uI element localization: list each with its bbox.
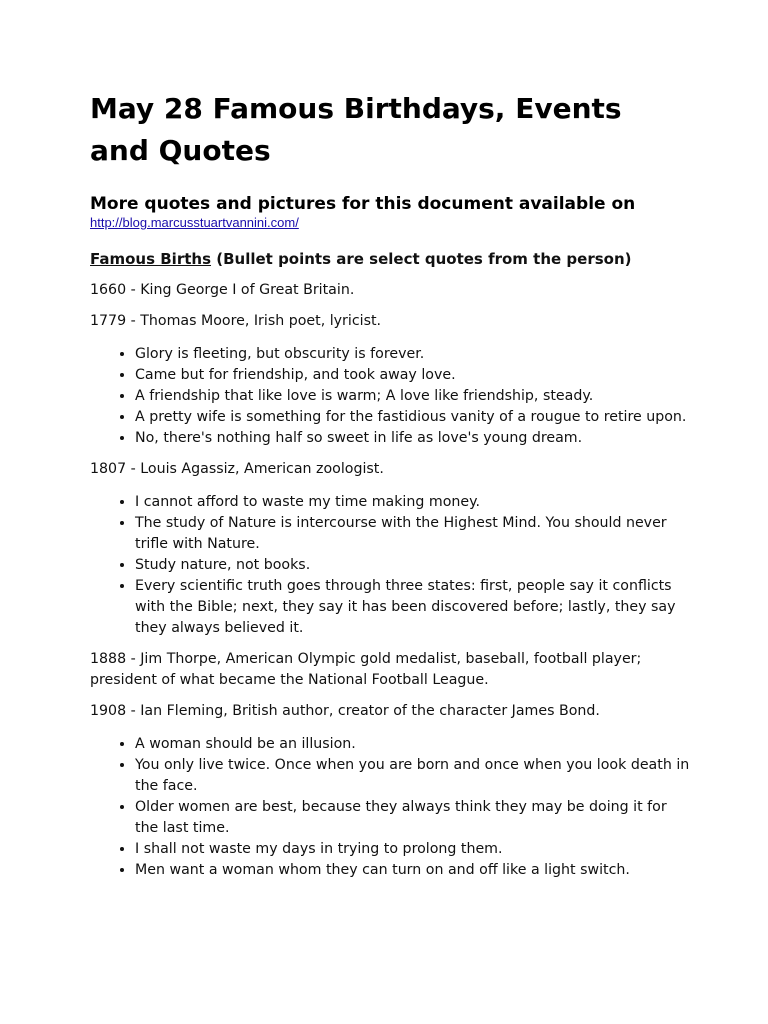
quote-item: • Came but for friendship, and took away love. <box>135 365 690 386</box>
document-page <box>90 88 690 881</box>
quote-item: • I shall not waste my days in trying to prolong them. <box>135 839 690 860</box>
quote-item: • Study nature, not books. <box>135 555 690 576</box>
quote-item: • Men want a woman whom they can turn on and off like a light switch. <box>135 860 690 881</box>
birth-entry: 1888 - Jim Thorpe, American Olympic gold medalist, baseball, football player; president of what became the National Football League. <box>90 651 642 688</box>
document-subtitle: More quotes and pictures for this document available on <box>90 194 636 214</box>
quote-list <box>90 492 690 639</box>
quote-item: • You only live twice. Once when you are born and once when you look death in the face. <box>135 755 690 797</box>
birth-entry: 1779 - Thomas Moore, Irish poet, lyricist. <box>90 313 382 329</box>
quote-item: • The study of Nature is intercourse with the Highest Mind. You should never trifle with Nature. <box>135 513 690 555</box>
birth-entry: 1807 - Louis Agassiz, American zoologist. <box>90 461 384 477</box>
blog-link[interactable]: http://blog.marcusstuartvannini.com/ <box>90 215 299 230</box>
section-heading: Famous Births <box>90 250 212 268</box>
quote-item: • A woman should be an illusion. <box>135 734 690 755</box>
quote-list <box>90 344 690 449</box>
birth-entry: 1660 - King George I of Great Britain. <box>90 282 355 298</box>
birth-entry: 1908 - Ian Fleming, British author, creator of the character James Bond. <box>90 703 600 719</box>
section-note: (Bullet points are select quotes from the person) <box>216 250 632 268</box>
document-title: May 28 Famous Birthdays, Events and Quotes <box>90 92 622 167</box>
quote-item: • Glory is fleeting, but obscurity is forever. <box>135 344 690 365</box>
quote-item: • A pretty wife is something for the fastidious vanity of a rougue to retire upon. <box>135 407 690 428</box>
quote-list <box>90 734 690 881</box>
quote-item: • No, there's nothing half so sweet in life as love's young dream. <box>135 428 690 449</box>
famous-births-heading <box>90 248 690 270</box>
quote-item: • A friendship that like love is warm; A love like friendship, steady. <box>135 386 690 407</box>
quote-item: • I cannot afford to waste my time making money. <box>135 492 690 513</box>
quote-item: • Older women are best, because they always think they may be doing it for the last time. <box>135 797 690 839</box>
quote-item: • Every scientific truth goes through three states: first, people say it conflicts with the Bible; next, they say it has been discovered before; lastly, they say they always believed it. <box>135 576 690 639</box>
